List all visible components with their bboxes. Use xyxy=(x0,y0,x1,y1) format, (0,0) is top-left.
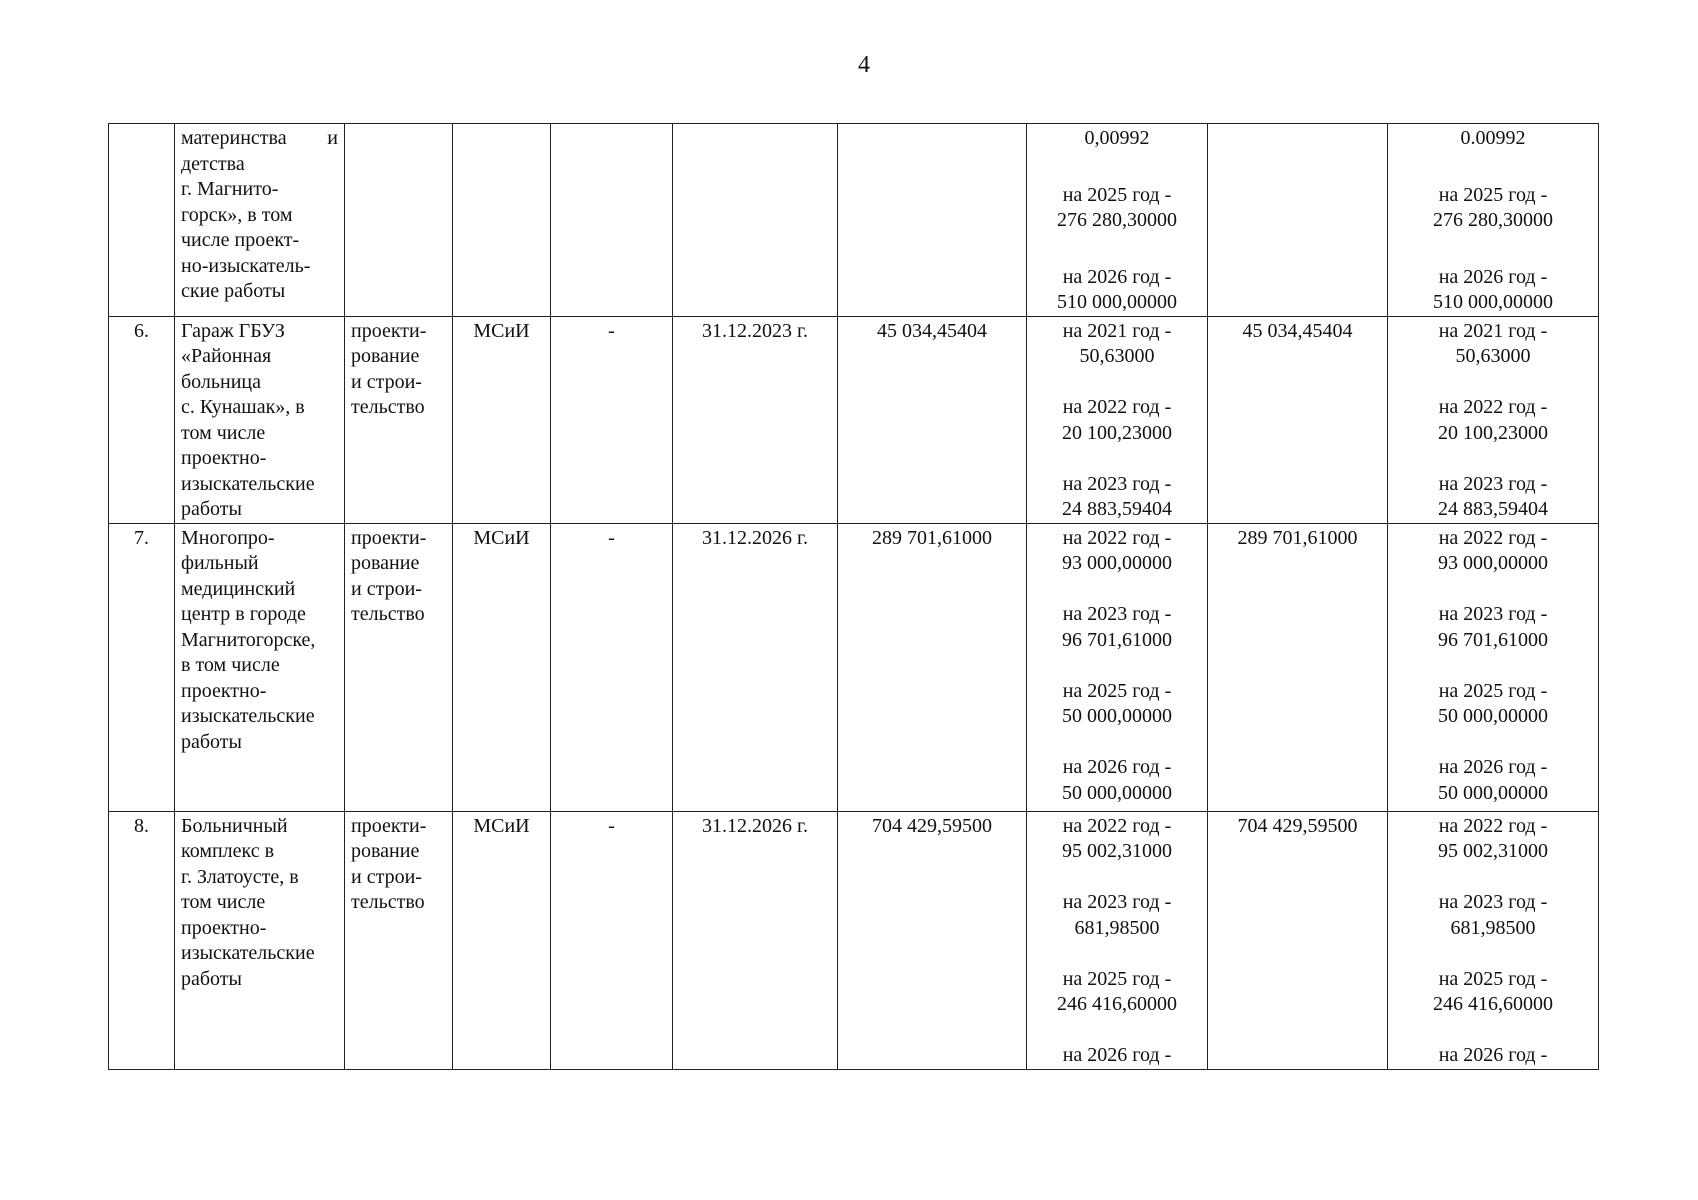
work-type-line: тельство xyxy=(351,603,425,625)
schedule-value: 50 000,00000 xyxy=(1062,705,1172,727)
schedule-year: на 2022 год - xyxy=(1062,396,1172,418)
schedule-value: 96 701,61000 xyxy=(1438,628,1548,651)
schedule-entry xyxy=(1394,1043,1592,1069)
object-name-line: проектно- xyxy=(181,916,267,939)
funding-schedule-cell xyxy=(1027,811,1208,1069)
funding-schedule-2-cell xyxy=(1388,523,1599,811)
schedule-value: 276 280,30000 xyxy=(1433,209,1553,231)
table-row xyxy=(109,124,1599,317)
schedule-entry xyxy=(1394,395,1592,446)
object-name-line: фильный xyxy=(181,552,259,574)
funding-schedule-cell xyxy=(1027,124,1208,317)
row-number: 6. xyxy=(134,319,149,342)
schedule-value: 50 000,00000 xyxy=(1062,781,1172,804)
object-name-line: изыскательские xyxy=(181,472,315,495)
total-funding: 45 034,45404 xyxy=(1242,319,1353,342)
schedule-entry xyxy=(1394,679,1592,730)
schedule-year: на 2025 год - xyxy=(1438,679,1548,702)
dash-value: - xyxy=(608,814,615,837)
estimated-cost: 289 701,61000 xyxy=(872,526,992,549)
object-name-line: «Районная xyxy=(181,345,272,367)
object-name-line: Магнитогорске, xyxy=(181,628,316,651)
work-type-cell xyxy=(345,811,453,1069)
estimated-cost: 45 034,45404 xyxy=(877,319,987,342)
customer: МСиИ xyxy=(473,814,530,837)
schedule-value: 96 701,61000 xyxy=(1062,628,1172,651)
schedule-year: на 2022 год - xyxy=(1062,526,1172,549)
funding-schedule-2-cell xyxy=(1388,811,1599,1069)
object-name-line: больница xyxy=(181,370,261,393)
row-number: 7. xyxy=(134,526,149,549)
customer-cell xyxy=(453,811,551,1069)
object-name-line: в том числе xyxy=(181,654,280,676)
object-name-line: работы xyxy=(181,730,242,753)
object-name-line: работы xyxy=(181,967,242,990)
object-name-cell xyxy=(175,811,345,1069)
total-funding-cell xyxy=(1208,124,1388,317)
schedule-year: на 2025 год - xyxy=(1438,967,1548,990)
schedule-value: 24 883,59404 xyxy=(1062,498,1172,520)
schedule-value: 681,98500 xyxy=(1450,916,1536,939)
schedule-entry xyxy=(1033,395,1201,446)
schedule-value: 681,98500 xyxy=(1074,916,1160,939)
work-type-line: проекти- xyxy=(351,814,427,837)
schedule-entry xyxy=(1394,126,1592,152)
work-type-cell xyxy=(345,124,453,317)
work-type-line: проекти- xyxy=(351,319,427,342)
object-name-line: но-изыскатель- xyxy=(181,254,311,277)
object-name-line: центр в городе xyxy=(181,603,306,625)
schedule-year: на 2023 год - xyxy=(1438,472,1548,495)
dash-value: - xyxy=(608,319,615,342)
schedule-year: на 2026 год - xyxy=(1438,1044,1548,1066)
schedule-entry xyxy=(1033,472,1201,523)
estimated-cost-cell xyxy=(838,124,1027,317)
deadline-cell xyxy=(673,811,838,1069)
row-number-cell xyxy=(109,523,175,811)
schedule-year: на 2023 год - xyxy=(1062,603,1172,625)
schedule-entry xyxy=(1033,1043,1201,1069)
object-name-line: изыскательские xyxy=(181,705,315,727)
schedule-year: на 2023 год - xyxy=(1438,603,1548,625)
dash-cell xyxy=(551,124,673,317)
schedule-value: 276 280,30000 xyxy=(1057,209,1177,231)
schedule-year: на 2025 год - xyxy=(1062,183,1172,206)
schedule-year: на 2026 год - xyxy=(1062,1044,1172,1066)
schedule-year: на 2023 год - xyxy=(1062,891,1172,913)
deadline-cell xyxy=(673,316,838,523)
work-type-line: рование xyxy=(351,840,420,862)
dash-cell xyxy=(551,811,673,1069)
customer-cell xyxy=(453,523,551,811)
object-name-cell xyxy=(175,316,345,523)
object-name-line: материнства и детства xyxy=(181,127,338,175)
customer: МСиИ xyxy=(473,526,530,549)
work-type-cell xyxy=(345,523,453,811)
schedule-year: на 2023 год - xyxy=(1438,891,1548,913)
schedule-value: 0,00992 xyxy=(1084,127,1150,149)
object-name-line: г. Магнито- xyxy=(181,178,279,200)
schedule-year: на 2025 год - xyxy=(1062,679,1172,702)
funding-schedule-cell xyxy=(1027,523,1208,811)
schedule-year: на 2026 год - xyxy=(1438,265,1548,288)
schedule-value: 20 100,23000 xyxy=(1062,421,1172,444)
schedule-entry xyxy=(1033,265,1201,316)
object-name-line: проектно- xyxy=(181,447,267,469)
dash-cell xyxy=(551,523,673,811)
object-name-line: комплекс в xyxy=(181,840,275,862)
object-name-line: том числе xyxy=(181,421,266,444)
schedule-entry xyxy=(1033,126,1201,152)
object-name-line: с. Кунашак», в xyxy=(181,396,305,418)
schedule-value: 510 000,00000 xyxy=(1057,291,1177,313)
total-funding: 289 701,61000 xyxy=(1237,526,1358,549)
object-name-line: изыскательские xyxy=(181,942,315,964)
schedule-entry xyxy=(1033,183,1201,234)
estimated-cost-cell xyxy=(838,811,1027,1069)
deadline-cell xyxy=(673,523,838,811)
schedule-value: 20 100,23000 xyxy=(1438,421,1548,444)
table-row xyxy=(109,316,1599,523)
deadline-date: 31.12.2026 г. xyxy=(702,526,808,549)
estimated-cost: 704 429,59500 xyxy=(872,814,992,837)
customer: МСиИ xyxy=(473,319,530,342)
schedule-entry xyxy=(1033,679,1201,730)
deadline-date: 31.12.2026 г. xyxy=(702,814,808,837)
schedule-year: на 2025 год - xyxy=(1438,183,1548,206)
work-type-line: тельство xyxy=(351,891,425,913)
schedule-entry xyxy=(1394,265,1592,316)
work-type-line: и строи- xyxy=(351,577,422,600)
work-type-line: и строи- xyxy=(351,370,422,393)
schedule-entry xyxy=(1394,967,1592,1018)
schedule-year: на 2022 год - xyxy=(1438,814,1548,837)
total-funding-cell xyxy=(1208,811,1388,1069)
object-name-line: Гараж ГБУЗ xyxy=(181,319,285,342)
schedule-year: на 2026 год - xyxy=(1438,756,1548,778)
schedule-entry xyxy=(1394,319,1592,370)
schedule-entry xyxy=(1033,602,1201,653)
page-number: 4 xyxy=(858,52,870,78)
schedule-value: 246 416,60000 xyxy=(1057,993,1177,1015)
object-name-line: горск», в том xyxy=(181,203,293,226)
schedule-value: 0.00992 xyxy=(1460,127,1526,149)
work-type-cell xyxy=(345,316,453,523)
work-type-line: рование xyxy=(351,552,420,574)
funding-schedule-2-cell xyxy=(1388,316,1599,523)
funding-schedule-2-cell xyxy=(1388,124,1599,317)
object-name-line: Больничный xyxy=(181,814,288,837)
row-number-cell xyxy=(109,811,175,1069)
schedule-year: на 2021 год - xyxy=(1438,319,1548,342)
schedule-value: 95 002,31000 xyxy=(1438,840,1548,862)
schedule-value: 510 000,00000 xyxy=(1433,291,1553,313)
object-name-line: Многопро- xyxy=(181,526,275,549)
object-name-line: г. Златоусте, в xyxy=(181,865,299,888)
schedule-entry xyxy=(1394,890,1592,941)
funding-schedule-cell xyxy=(1027,316,1208,523)
total-funding-cell xyxy=(1208,523,1388,811)
schedule-year: на 2022 год - xyxy=(1438,396,1548,418)
schedule-year: на 2026 год - xyxy=(1062,756,1172,778)
schedule-entry xyxy=(1394,526,1592,577)
estimated-cost-cell xyxy=(838,523,1027,811)
schedule-entry xyxy=(1394,602,1592,653)
schedule-value: 246 416,60000 xyxy=(1433,993,1553,1015)
total-funding: 704 429,59500 xyxy=(1237,814,1358,837)
schedule-entry xyxy=(1394,755,1592,806)
schedule-entry xyxy=(1394,814,1592,865)
work-type-line: тельство xyxy=(351,396,425,418)
schedule-entry xyxy=(1033,755,1201,806)
schedule-year: на 2026 год - xyxy=(1062,265,1172,288)
work-type-line: и строи- xyxy=(351,865,422,888)
work-type-line: проекти- xyxy=(351,526,427,549)
object-name-line: ские работы xyxy=(181,280,286,302)
investment-objects-table xyxy=(108,123,1599,1070)
schedule-entry xyxy=(1394,472,1592,523)
schedule-entry xyxy=(1033,814,1201,865)
schedule-entry xyxy=(1033,890,1201,941)
row-number-cell xyxy=(109,316,175,523)
row-number: 8. xyxy=(134,814,149,837)
schedule-year: на 2021 год - xyxy=(1062,319,1172,342)
work-type-line: рование xyxy=(351,345,420,367)
schedule-year: на 2025 год - xyxy=(1062,967,1172,990)
customer-cell xyxy=(453,316,551,523)
schedule-value: 50,63000 xyxy=(1455,345,1531,367)
total-funding-cell xyxy=(1208,316,1388,523)
schedule-year: на 2022 год - xyxy=(1062,814,1172,837)
schedule-value: 95 002,31000 xyxy=(1062,840,1172,862)
schedule-year: на 2023 год - xyxy=(1062,472,1172,495)
object-name-line: проектно- xyxy=(181,679,267,702)
estimated-cost-cell xyxy=(838,316,1027,523)
object-name-line: работы xyxy=(181,498,242,520)
schedule-value: 93 000,00000 xyxy=(1062,552,1172,574)
table-row xyxy=(109,523,1599,811)
schedule-value: 50,63000 xyxy=(1079,345,1155,367)
object-name-cell xyxy=(175,124,345,317)
schedule-value: 50 000,00000 xyxy=(1438,781,1548,804)
object-name-cell xyxy=(175,523,345,811)
object-name-line: медицинский xyxy=(181,577,296,600)
schedule-value: 93 000,00000 xyxy=(1438,552,1548,574)
dash-value: - xyxy=(608,526,615,549)
row-number-cell xyxy=(109,124,175,317)
dash-cell xyxy=(551,316,673,523)
customer-cell xyxy=(453,124,551,317)
deadline-cell xyxy=(673,124,838,317)
deadline-date: 31.12.2023 г. xyxy=(702,319,808,342)
object-name-line: том числе xyxy=(181,891,266,913)
schedule-entry xyxy=(1033,526,1201,577)
schedule-entry xyxy=(1033,967,1201,1018)
schedule-entry xyxy=(1394,183,1592,234)
table-row xyxy=(109,811,1599,1069)
schedule-entry xyxy=(1033,319,1201,370)
schedule-value: 24 883,59404 xyxy=(1438,498,1548,520)
object-name-line: числе проект- xyxy=(181,229,300,251)
schedule-value: 50 000,00000 xyxy=(1438,705,1548,727)
schedule-year: на 2022 год - xyxy=(1438,526,1548,549)
